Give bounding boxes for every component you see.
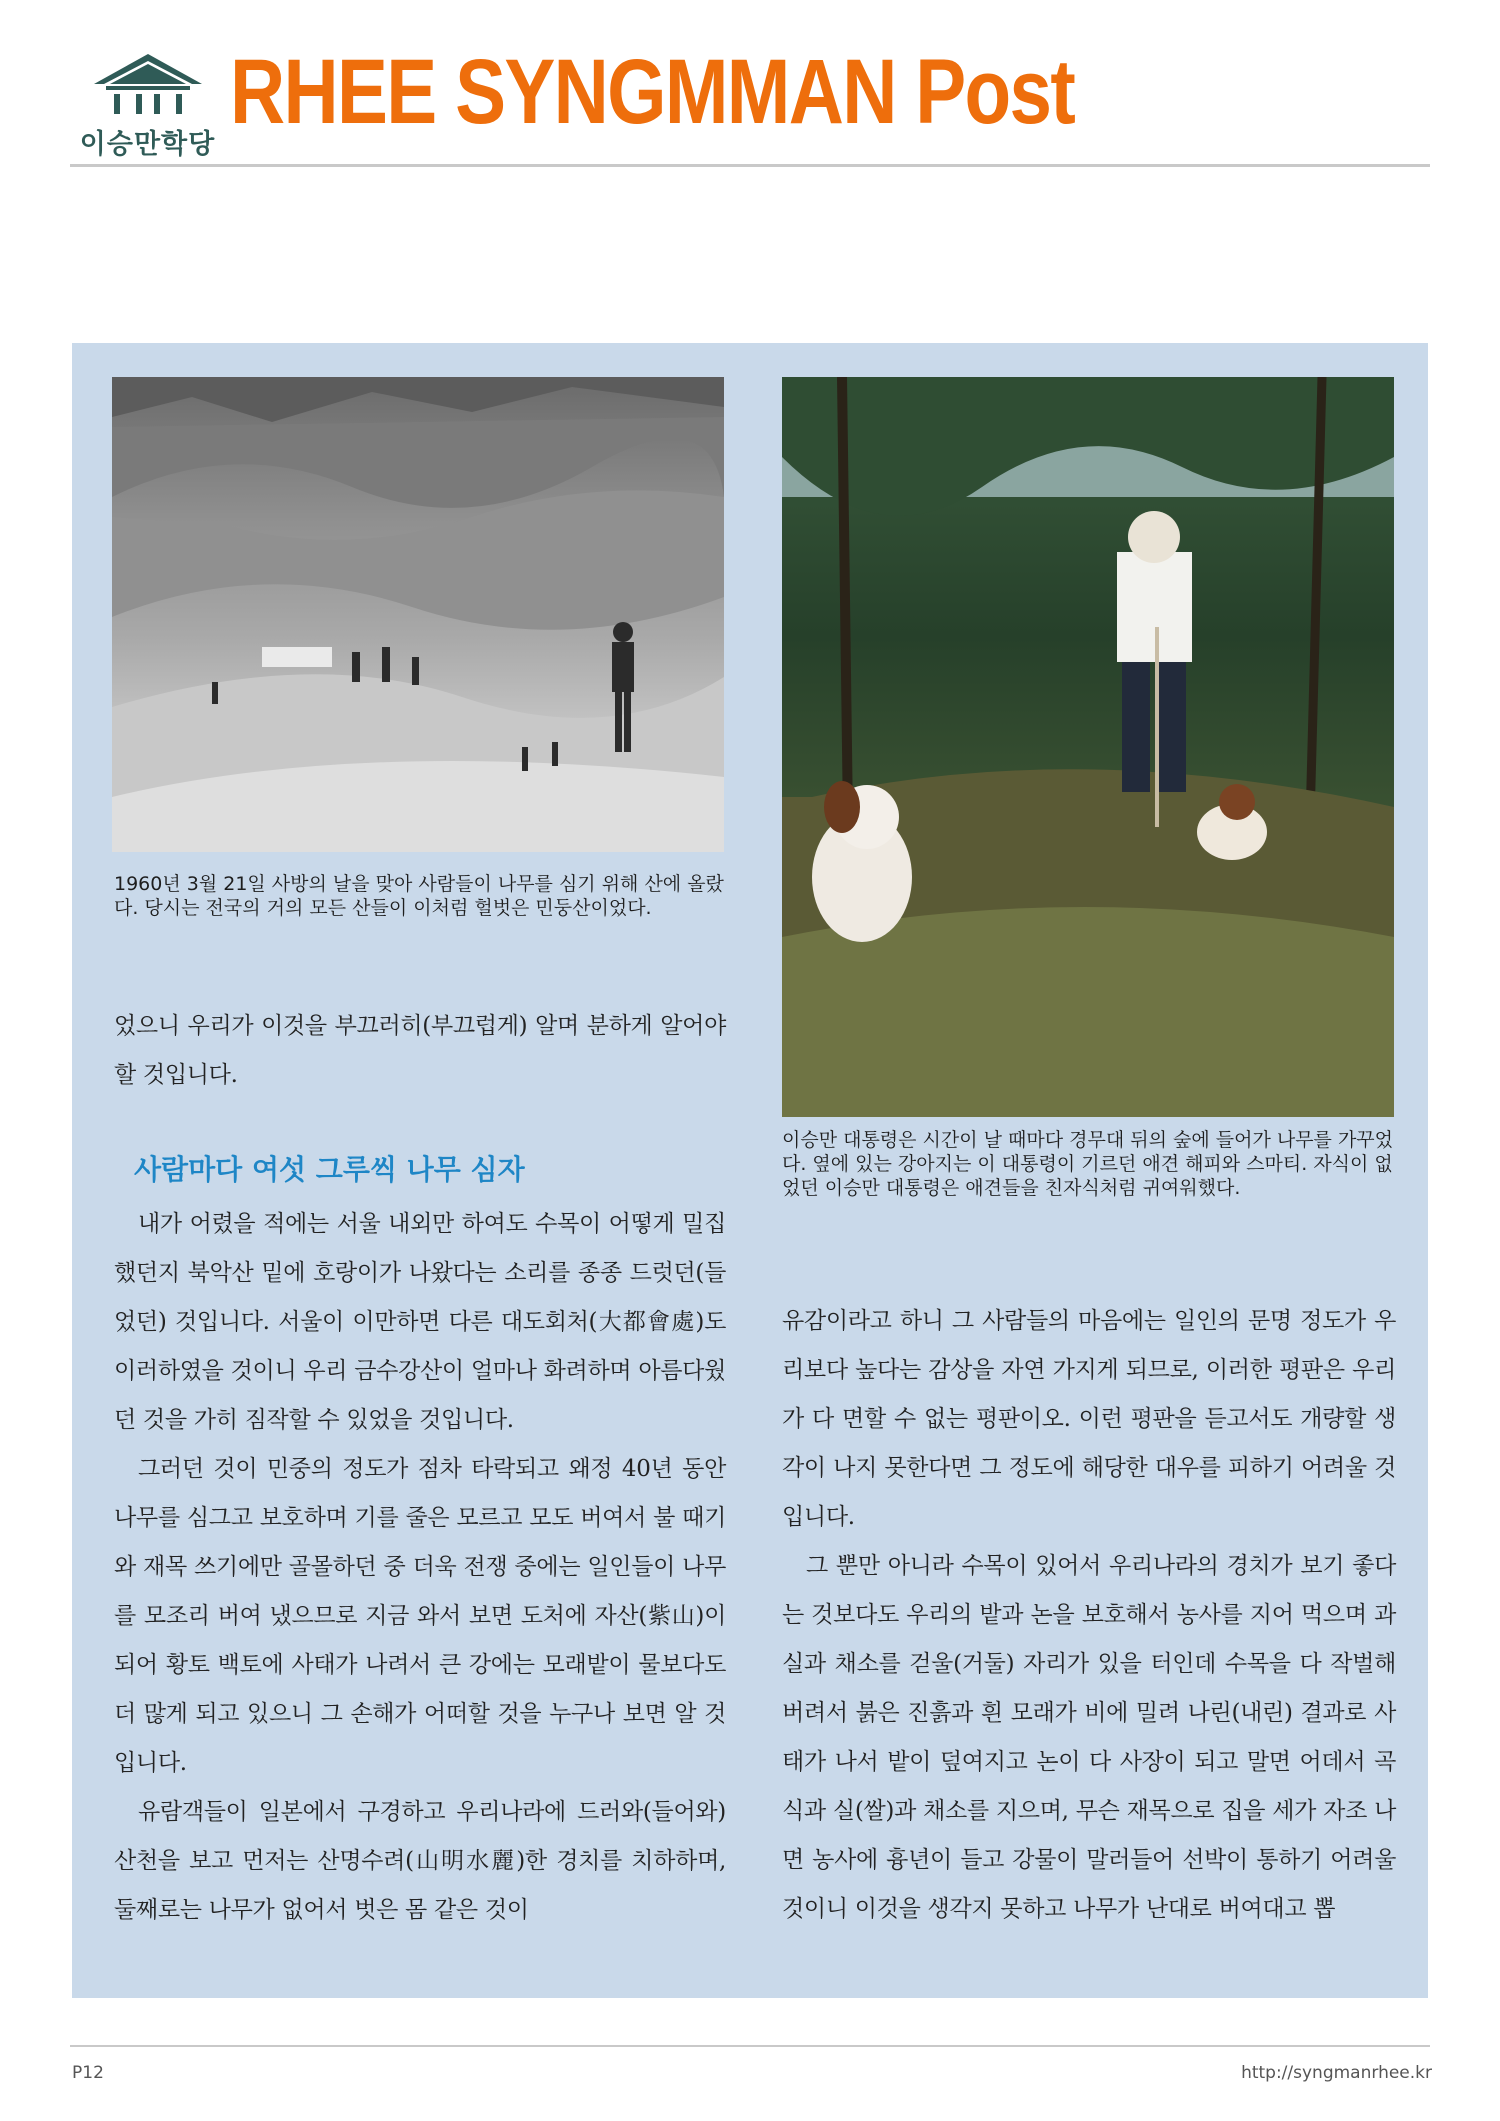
photo-president-planting-trees: [782, 377, 1394, 1117]
footer-divider: [70, 2045, 1430, 2047]
header-divider: [70, 164, 1430, 167]
header: [70, 41, 1430, 160]
body-paragraph: 유감이라고 하니 그 사람들의 마음에는 일인의 문명 정도가 우리보다 높다는 감상을 자연 가지게 되므로, 이러한 평판은 우리가 다 면할 수 없는 평판이오. 이런 평판을 듣고서도 개량할 생각이 나지 못한다면 그 정도에 해당한 대우를 피하기 어려울 것입니다.: [782, 1308, 1396, 1530]
logo[interactable]: [70, 50, 225, 160]
logo-text: 이승만학당: [79, 129, 216, 160]
column1-body: [114, 1200, 726, 1935]
body-paragraph: 유람객들이 일본에서 구경하고 우리나라에 드러와(들어와) 산천을 보고 먼저는 산명수려(山明水麗)한 경치를 치하하며, 둘째로는 나무가 없어서 벗은 몸 같은 것이: [114, 1799, 726, 1923]
footer-url[interactable]: http://syngmanrhee.kr: [1241, 2063, 1432, 2083]
section-subheading: 사람마다 여섯 그루씩 나무 심자: [134, 1153, 525, 1186]
photo2-caption: 이승만 대통령은 시간이 날 때마다 경무대 뒤의 숲에 들어가 나무를 가꾸었다. 옆에 있는 강아지는 이 대통령이 기르던 애견 해피와 스마티. 자식이 없었던 이승만 대통령은 애견들을 친자식처럼 귀여워했다.: [782, 1129, 1394, 1199]
body-paragraph: 내가 어렸을 적에는 서울 내외만 하여도 수목이 어떻게 밀집했던지 북악산 밑에 호랑이가 나왔다는 소리를 종종 드럿던(들었던) 것입니다. 서울이 이만하면 다른 대도회처(大都會處)도 이러하였을 것이니 우리 금수강산이 얼마나 화려하며 아름다웠던 것을 가히 짐작할 수 있었을 것입니다.: [114, 1211, 726, 1433]
column1-intro: [114, 1002, 726, 1100]
house-logo-icon: [88, 50, 208, 122]
masthead-title: RHEE SYNGMMAN Post: [230, 41, 1075, 143]
photo-tree-planting-hills: [112, 377, 724, 852]
body-paragraph: 그 뿐만 아니라 수목이 있어서 우리나라의 경치가 보기 좋다는 것보다도 우리의 밭과 논을 보호해서 농사를 지어 먹으며 과실과 채소를 걷울(거둘) 자리가 있을 터인데 수목을 다 작벌해 버려서 붉은 진흙과 흰 모래가 비에 밀려 나린(내린) 결과로 사태가 나서 밭이 덮여지고 논이 다 사장이 되고 말면 어데서 곡식과 실(쌀)과 채소를 지으며, 무슨 재목으로 집을 세가 자조 나면 농사에 흉년이 들고 강물이 말러들어 선박이 통하기 어려울 것이니 이것을 생각지 못하고 나무가 난대로 버여대고 뽑: [782, 1553, 1396, 1922]
body-paragraph: 그러던 것이 민중의 정도가 점차 타락되고 왜정 40년 동안 나무를 심그고 보호하며 기를 줄은 모르고 모도 버여서 불 때기와 재목 쓰기에만 골몰하던 중 더욱 전쟁 중에는 일인들이 나무를 모조리 버여 냈으므로 지금 와서 보면 도처에 자산(紫山)이 되어 황토 백토에 사태가 나려서 큰 강에는 모래밭이 물보다도 더 많게 되고 있으니 그 손해가 어떠할 것을 누구나 보면 알 것입니다.: [114, 1456, 726, 1776]
photo1-caption: 1960년 3월 21일 사방의 날을 맞아 사람들이 나무를 심기 위해 산에 올랐다. 당시는 전국의 거의 모든 산들이 이처럼 헐벗은 민둥산이었다.: [114, 873, 724, 919]
column2-body: [782, 1297, 1396, 1934]
page-number: P12: [72, 2063, 104, 2083]
intro-paragraph: 었으니 우리가 이것을 부끄러히(부끄럽게) 알며 분하게 알어야 할 것입니다.: [114, 1013, 726, 1088]
